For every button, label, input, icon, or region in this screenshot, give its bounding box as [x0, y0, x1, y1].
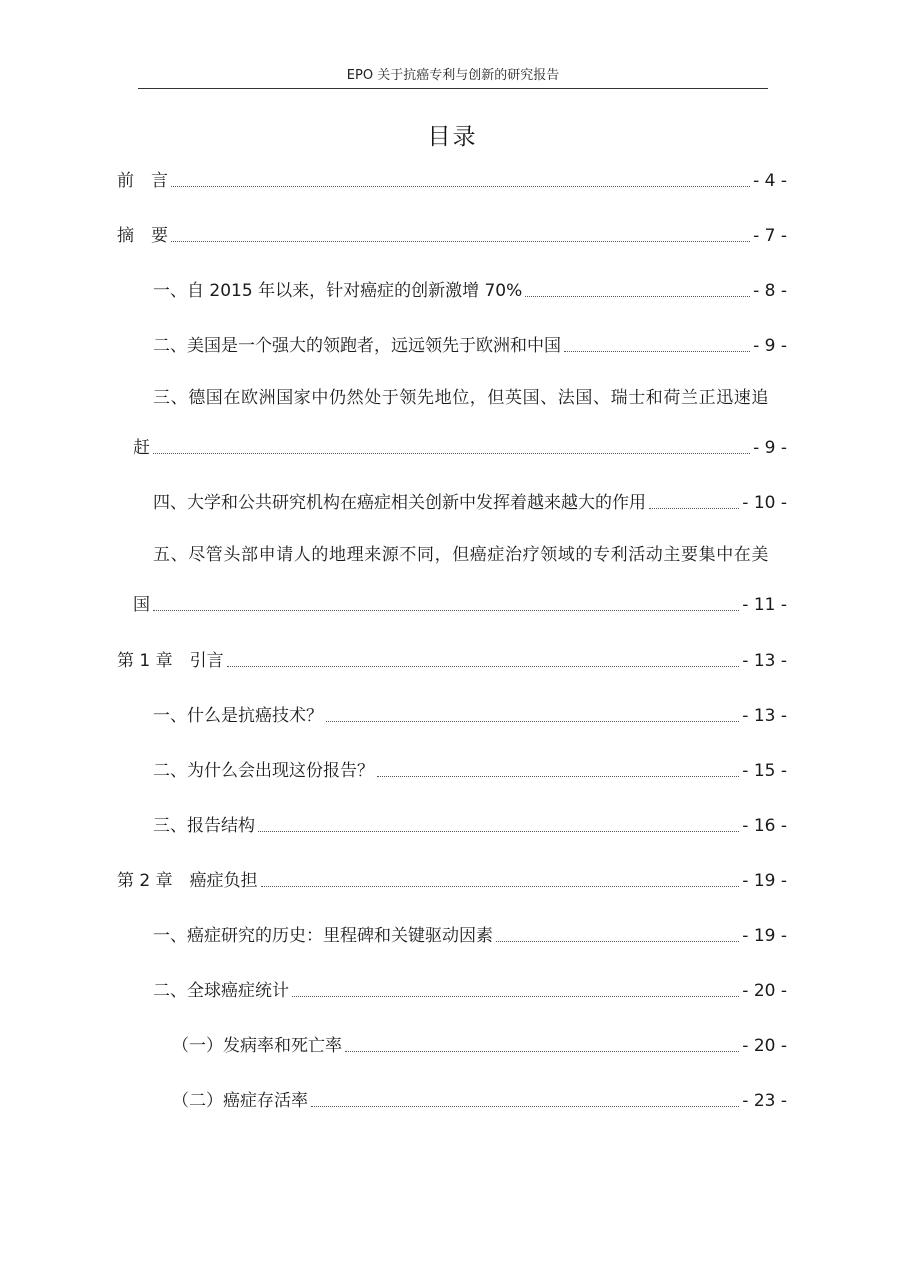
toc-entry-text: 一、什么是抗癌技术？ [153, 706, 323, 726]
toc-leader-dots [227, 666, 740, 667]
toc-leader-dots [171, 241, 750, 242]
toc-entry-text: 赶 [133, 438, 150, 458]
toc-entry-chapter-2-1[interactable] [153, 923, 787, 949]
toc-entry-text: 二、为什么会出现这份报告？ [153, 761, 374, 781]
toc-entry-text: 一、自 2015 年以来，针对癌症的创新激增 70% [153, 281, 523, 301]
toc-entry-chapter-1-2[interactable] [153, 758, 787, 784]
toc-leader-dots [261, 886, 740, 887]
toc-entry-preface[interactable] [117, 168, 787, 194]
toc-entry-text: 二、全球癌症统计 [153, 981, 289, 1001]
toc-leader-dots [345, 1051, 739, 1052]
toc-page-number: - 19 - [742, 926, 787, 946]
toc-entry-abstract[interactable] [117, 223, 787, 249]
toc-entry-text: 第 1 章 引言 [117, 651, 224, 671]
toc-entry-text: 国 [133, 595, 150, 615]
toc-page-number: - 20 - [742, 981, 787, 1001]
toc-entry-text: （二）癌症存活率 [172, 1091, 308, 1111]
toc-entry-abstract-5-line1[interactable]: 五、尽管头部申请人的地理来源不同，但癌症治疗领域的专利活动主要集中在美 [153, 545, 769, 565]
toc-leader-dots [171, 186, 750, 187]
toc-page-number: - 19 - [742, 871, 787, 891]
toc-leader-dots [311, 1106, 739, 1107]
toc-page-number: - 20 - [742, 1036, 787, 1056]
running-header: EPO 关于抗癌专利与创新的研究报告 [346, 68, 560, 83]
toc-entry-abstract-5-line2[interactable] [133, 592, 787, 618]
toc-entry-text: （一）发病率和死亡率 [172, 1036, 342, 1056]
toc-entry-text: 摘 要 [117, 226, 168, 246]
toc-leader-dots [525, 296, 750, 297]
toc-entry-text: 前 言 [117, 171, 168, 191]
toc-leader-dots [496, 941, 739, 942]
toc-leader-dots [292, 996, 739, 997]
toc-page-number: - 8 - [753, 281, 787, 301]
toc-leader-dots [153, 453, 750, 454]
toc-page-number: - 9 - [753, 438, 787, 458]
toc-entry-chapter-1-3[interactable] [153, 813, 787, 839]
toc-page-number: - 13 - [742, 706, 787, 726]
toc-leader-dots [258, 831, 739, 832]
toc-entry-chapter-1[interactable] [117, 648, 787, 674]
toc-leader-dots [326, 721, 739, 722]
toc-page-number: - 23 - [742, 1091, 787, 1111]
toc-entry-text: 四、大学和公共研究机构在癌症相关创新中发挥着越来越大的作用 [153, 493, 646, 513]
toc-page-number: - 9 - [753, 336, 787, 356]
toc-entry-chapter-2-2[interactable] [153, 978, 787, 1004]
toc-entry-abstract-3-line2[interactable] [133, 435, 787, 461]
toc-leader-dots [564, 351, 750, 352]
toc-entry-abstract-4[interactable] [153, 490, 787, 516]
toc-title: 目录 [427, 124, 478, 150]
toc-page-number: - 15 - [742, 761, 787, 781]
toc-page-number: - 10 - [742, 493, 787, 513]
toc-entry-abstract-1[interactable] [153, 278, 787, 304]
toc-entry-text: 一、癌症研究的历史：里程碑和关键驱动因素 [153, 926, 493, 946]
toc-leader-dots [649, 508, 739, 509]
toc-page-number: - 4 - [753, 171, 787, 191]
toc-entry-text: 二、美国是一个强大的领跑者，远远领先于欧洲和中国 [153, 336, 561, 356]
toc-page-number: - 16 - [742, 816, 787, 836]
toc-entry-abstract-3-line1[interactable]: 三、德国在欧洲国家中仍然处于领先地位，但英国、法国、瑞士和荷兰正迅速追 [153, 388, 769, 408]
toc-entry-chapter-2-2-2[interactable] [172, 1088, 787, 1114]
toc-entry-text: 第 2 章 癌症负担 [117, 871, 258, 891]
toc-entry-chapter-2-2-1[interactable] [172, 1033, 787, 1059]
toc-leader-dots [153, 610, 739, 611]
toc-leader-dots [377, 776, 739, 777]
toc-page-number: - 7 - [753, 226, 787, 246]
toc-entry-chapter-2[interactable] [117, 868, 787, 894]
toc-entry-chapter-1-1[interactable] [153, 703, 787, 729]
header-divider [138, 88, 768, 89]
toc-entry-abstract-2[interactable] [153, 333, 787, 359]
toc-page-number: - 11 - [742, 595, 787, 615]
toc-page-number: - 13 - [742, 651, 787, 671]
toc-entry-text: 三、报告结构 [153, 816, 255, 836]
